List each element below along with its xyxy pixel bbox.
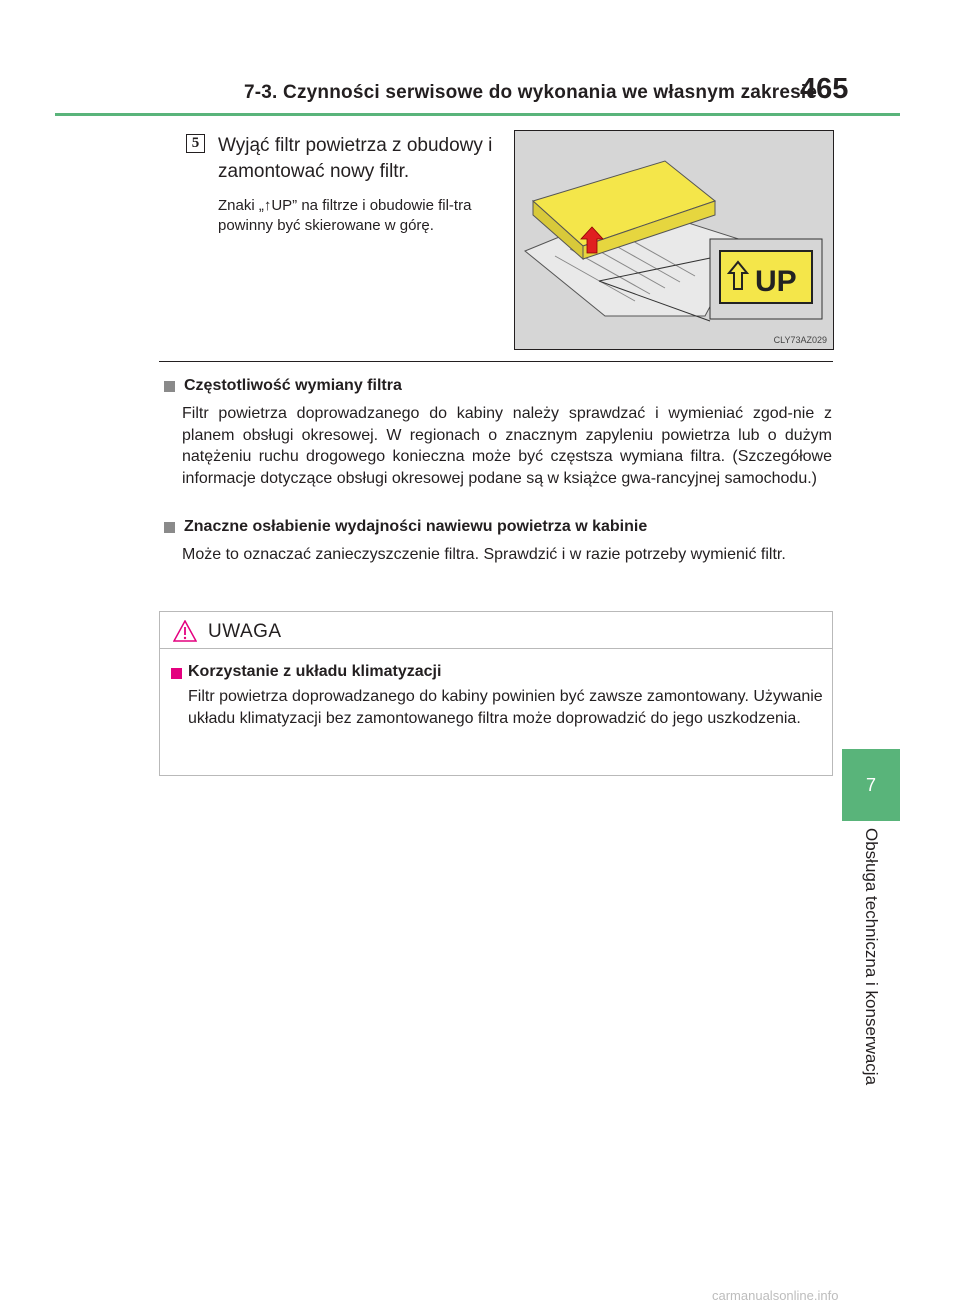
warning-bullet-square (171, 668, 182, 679)
section-bullet-square (164, 522, 175, 533)
header-title: 7-3. Czynności serwisowe do wykonania we własnym zakresie (244, 82, 818, 103)
warning-triangle-icon (173, 620, 197, 642)
up-sticker-text: UP (755, 265, 797, 298)
warning-subheading: Korzystanie z układu klimatyzacji (188, 663, 442, 680)
section-bullet-square (164, 381, 175, 392)
section-heading: Znaczne osłabienie wydajności nawiewu powietrza w kabinie (184, 518, 648, 535)
watermark: carmanualsonline.info (712, 1288, 839, 1303)
section-heading: Częstotliwość wymiany filtra (184, 377, 402, 394)
figure-code: CLY73AZ029 (773, 335, 827, 345)
chapter-number: 7 (865, 775, 876, 795)
page-number: 465 (800, 73, 849, 105)
filter-diagram-svg (515, 131, 833, 349)
chapter-tab (842, 749, 900, 821)
section-body: Może to oznaczać zanieczyszczenie filtra. Sprawdzić i w razie potrzeby wymienić filtr. (182, 546, 786, 563)
warning-body: Filtr powietrza doprowadzanego do kabiny powinien być zawsze zamontowany. Używanie układu klimatyzacji bez zamontowanego filtra może doprowadzić do jego uszkodzenia. (188, 688, 823, 727)
warning-header (160, 612, 832, 649)
step-number-badge: 5 (186, 134, 205, 153)
warning-title: UWAGA (208, 621, 282, 642)
header-divider (55, 113, 900, 116)
warning-box (159, 611, 833, 776)
step-note: Znaki „↑UP” na filtrze i obudowie fil-tra powinny być skierowane w górę. (218, 197, 472, 234)
filter-illustration (514, 130, 834, 350)
chapter-label: Obsługa techniczna i konserwacja (862, 828, 881, 1086)
step-title: Wyjąć filtr powietrza z obudowy i zamontować nowy filtr. (218, 135, 493, 182)
section-body: Filtr powietrza doprowadzanego do kabiny należy sprawdzać i wymieniać zgod-nie z planem obsługi okresowej. W regionach o znacznym zapyleniu powietrza lub o dużym natężeniu ruchu drogowego konieczna może być częstsza wymiana filtra. (Szczegółowe informacje dotyczące obsługi okresowej podane są w książce gwa-rancyjnej samochodu.) (182, 405, 832, 487)
section-divider (159, 361, 833, 362)
